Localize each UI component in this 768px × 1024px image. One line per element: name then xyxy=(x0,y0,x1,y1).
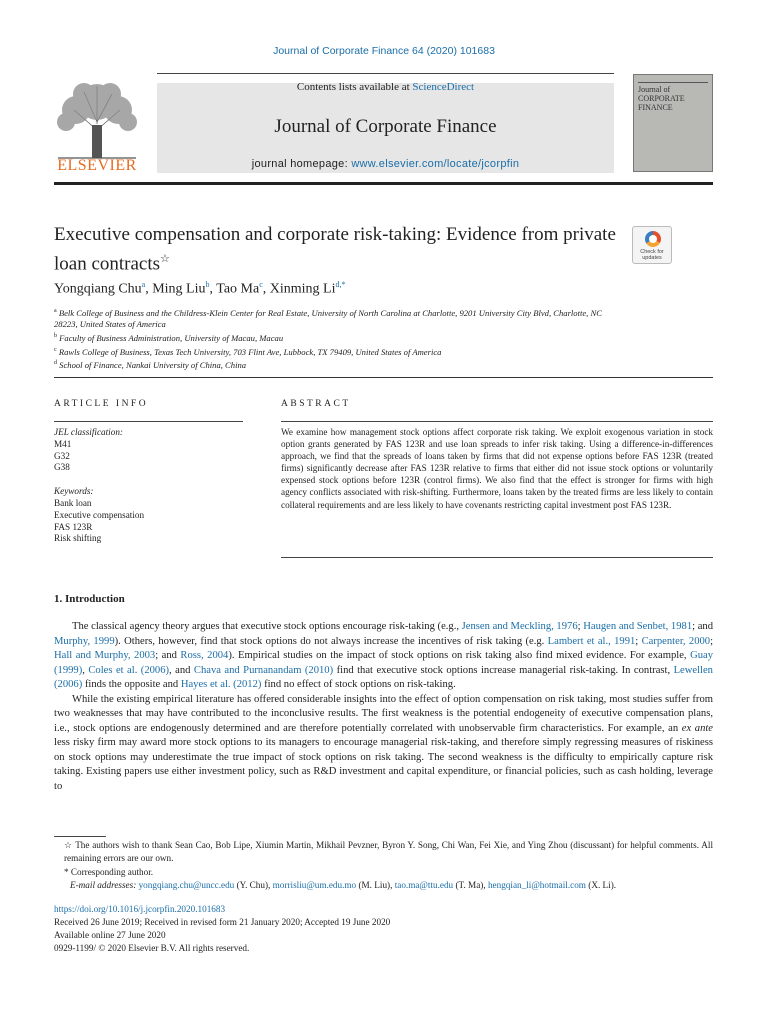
email-link[interactable]: morrisliu@um.edu.mo xyxy=(272,879,357,890)
publication-info xyxy=(54,903,713,955)
paragraph-text: , and xyxy=(169,664,194,676)
jel-label: JEL classification: xyxy=(54,427,123,437)
jel-code: M41 xyxy=(54,438,72,449)
affiliation: $^b$ Faculty of Business Administration, University of Macau, Macau xyxy=(54,332,284,343)
footnotes xyxy=(54,839,713,892)
citation-link[interactable]: Carpenter, 2000 xyxy=(641,635,711,647)
paragraph-text: ; and xyxy=(692,621,714,632)
keyword[interactable]: Executive compensation xyxy=(54,509,145,520)
citation-link[interactable]: Chava and Purnanandam (2010) xyxy=(193,664,334,676)
paragraph-text: ; xyxy=(635,635,642,647)
author-affil-mark[interactable]: d,* xyxy=(335,280,346,289)
author-name[interactable]: Yongqiang Chu xyxy=(54,281,142,297)
author-affil-mark[interactable]: b xyxy=(205,280,210,289)
email-owner: (X. Li). xyxy=(585,879,617,890)
keyword[interactable]: FAS 123R xyxy=(54,521,93,532)
article-info-heading: ARTICLE INFO xyxy=(54,399,149,409)
affiliation: $^a$ Belk College of Business and the Childress-Klein Center for Real Estate, University of North Carolina at Charlotte, 9201 University City Blvd, Charlotte, NC 28223, United States of America xyxy=(54,307,602,330)
citation-link[interactable]: Ross, 2004 xyxy=(180,650,229,661)
footnote-rule xyxy=(54,836,106,837)
doi-link[interactable]: https://doi.org/10.1016/j.jcorpfin.2020.101683 xyxy=(54,904,226,914)
affiliation: $^c$ Rawls College of Business, Texas Tech University, 703 Flint Ave, Lubbock, TX 79409, United States of America xyxy=(54,346,442,357)
introduction-body xyxy=(54,620,713,794)
paragraph-text: ). Empirical studies on the impact of stock options on risk taking also find mixed evidence. For example, xyxy=(228,650,691,661)
author-name[interactable]: Ming Liu xyxy=(152,281,206,297)
available-online-date: Available online 27 June 2020 xyxy=(54,930,166,940)
citation-link[interactable]: Coles et al. (2006) xyxy=(88,664,170,676)
paragraph-text: ; xyxy=(577,621,584,632)
author-name[interactable]: Xinming Li xyxy=(269,281,336,297)
author-affil-mark[interactable]: c xyxy=(259,280,263,289)
contents-line: Contents lists available at ScienceDirect xyxy=(296,81,475,93)
journal-cover-thumbnail[interactable] xyxy=(633,74,713,172)
paragraph-text: ). Others, however, find that stock options do not always increase the incentives of risk taking (e.g. xyxy=(114,635,548,647)
corresponding-author-note: * Corresponding author. xyxy=(64,866,154,877)
paragraph-text: ; and xyxy=(155,650,181,661)
sciencedirect-link[interactable]: ScienceDirect xyxy=(412,81,475,93)
paragraph-text: less risky firm may award more stock options to its managers to encourage managerial risk-taking, and therefore simply regressing measures of riskiness on stock options may underestimate the true impact of stock options on risk taking. The second weakness is the difficulty to empirically capture risk taking. Existing papers use either investment policy, such as R&D investment and capital expenditure, or financial policies, such as cash holding, leverage to xyxy=(54,737,713,792)
citation-link[interactable]: Lewellen (2006) xyxy=(54,664,713,690)
affiliation-list xyxy=(54,306,614,371)
publisher-logo-text: ELSEVIER xyxy=(57,157,137,174)
paragraph-text: finds the opposite and xyxy=(82,679,181,690)
cover-title-line-1: Journal of xyxy=(638,85,671,94)
cover-rule xyxy=(638,82,708,83)
paragraph-text: find that executive stock options increase managerial risk-taking. In contrast, xyxy=(333,664,674,676)
intro-paragraph-2 xyxy=(54,693,713,795)
keyword[interactable]: Risk shifting xyxy=(54,533,102,544)
section-heading-introduction: 1. Introduction xyxy=(54,593,125,605)
paragraph-text: ; xyxy=(710,635,714,647)
citation-link[interactable]: Hayes et al. (2012) xyxy=(180,679,262,690)
affiliation: $^d$ School of Finance, Nankai University of China, China xyxy=(54,359,247,370)
citation-link[interactable]: Haugen and Senbet, 1981 xyxy=(583,621,693,632)
journal-citation-link[interactable]: Journal of Corporate Finance 64 (2020) 101683 xyxy=(273,45,495,57)
jel-code: G38 xyxy=(54,462,70,473)
intro-paragraph-1 xyxy=(54,620,713,693)
paragraph-text: While the existing empirical literature has offered considerable insights into the effect of option compensation on risk taking, most studies suffer from two weaknesses that may have contributed to the inconclusive results. The first weakness is the potential endogeneity of executive compensation plans, i.e., stock options are endogenously determined and are therefore potentially correlated with unobservable firm characteristics. For example, an xyxy=(54,693,713,734)
keywords-label: Keywords: xyxy=(54,486,94,497)
section-rule xyxy=(54,377,713,378)
abstract-rule xyxy=(281,421,713,422)
citation-link[interactable]: Murphy, 1999 xyxy=(54,635,115,647)
journal-homepage-link[interactable]: www.elsevier.com/locate/jcorpfin xyxy=(351,158,520,170)
abstract-text: We examine how management stock options affect corporate risk taking. We exploit exogenous variation in stock option grants generated by FAS 123R and use loan spreads to infer risk taking. Using a difference-in-differences approach, we find that the spreads of loans taken by firms that did not expense options before FAS 123R (treated firms) significantly decrease after FAS 123R relative to firms that either did not issue stock options or voluntarily expensed stock options before 123R (control firms). We also find that the effect is stronger for firms with high agency conflicts associated with risk-shifting. Furthermore, loans taken by the treated firms are less likely to contain collateral requirements and are less likely to have covenants restricting capital investment post FAS 123R. xyxy=(281,427,713,510)
abstract-bottom-rule xyxy=(281,557,713,558)
email-link[interactable]: yongqiang.chu@uncc.edu xyxy=(138,879,235,890)
citation-link[interactable]: Lambert et al., 1991 xyxy=(547,635,636,647)
jel-code: G32 xyxy=(54,450,70,461)
citation-link[interactable]: Hall and Murphy, 2003 xyxy=(54,650,156,661)
email-owner: (Y. Chu), xyxy=(234,879,273,890)
header-thick-rule xyxy=(54,182,713,185)
article-info-rule xyxy=(54,421,243,422)
abstract-heading: ABSTRACT xyxy=(281,399,351,409)
cover-title-line-3: FINANCE xyxy=(638,103,673,112)
email-link[interactable]: hengqian_li@hotmail.com xyxy=(487,879,586,890)
title-footnote-mark[interactable]: ☆ xyxy=(160,253,170,265)
check-for-updates-label: Check for updates xyxy=(640,249,664,261)
received-dates: Received 26 June 2019; Received in revised form 21 January 2020; Accepted 19 June 2020 xyxy=(54,917,391,927)
acknowledgement-footnote: ☆ The authors wish to thank Sean Cao, Bob Lipe, Xiumin Martin, Mikhail Pevzner, Byron Y. Song, Chi Wan, Fei Xie, and Ying Zhou (discussant) for helpful comments. All remaining errors are our own. xyxy=(64,840,713,864)
paragraph-text: The classical agency theory argues that executive stock options encourage risk-taking (e.g., xyxy=(72,621,462,632)
header-rule xyxy=(157,73,614,74)
check-for-updates-button[interactable] xyxy=(632,226,672,264)
article-info-body xyxy=(54,427,244,545)
journal-title: Journal of Corporate Finance xyxy=(274,116,497,137)
email-link[interactable]: tao.ma@ttu.edu xyxy=(394,879,454,890)
crossmark-icon xyxy=(645,231,661,247)
keyword[interactable]: Bank loan xyxy=(54,497,92,508)
article-title: Executive compensation and corporate risk-taking: Evidence from private loan contracts☆ xyxy=(54,224,616,275)
citation-link[interactable]: Guay (1999) xyxy=(54,650,714,676)
paragraph-text: , xyxy=(82,664,89,676)
paragraph-text: ex ante xyxy=(681,722,714,734)
email-owner: (T. Ma), xyxy=(453,879,488,890)
cover-title-line-2: CORPORATE xyxy=(638,94,685,103)
author-list: Yongqiang Chu$^a$, Ming Liu$^b$, Tao Ma$^c$, Xinming $Li^{d,*}$ xyxy=(54,280,346,297)
author-name[interactable]: Tao Ma xyxy=(216,281,260,297)
citation-link[interactable]: Jensen and Meckling, 1976 xyxy=(461,621,578,632)
email-addresses: E-mail addresses: yongqiang.chu@uncc.edu (Y. Chu), morrisliu@um.edu.mo (M. Liu), tao.ma@ttu.edu (T. Ma), hengqian_li@hotmail.com (X. Li). xyxy=(70,879,617,890)
copyright-line: 0929-1199/ © 2020 Elsevier B.V. All rights reserved. xyxy=(54,943,250,953)
journal-homepage-line: journal homepage: www.elsevier.com/locate/jcorpfin xyxy=(251,158,520,170)
email-owner: (M. Liu), xyxy=(356,879,395,890)
author-affil-mark[interactable]: a xyxy=(141,280,146,289)
elsevier-tree-logo-icon xyxy=(54,80,140,160)
paragraph-text: find no effect of stock options on risk-taking. xyxy=(261,679,456,690)
